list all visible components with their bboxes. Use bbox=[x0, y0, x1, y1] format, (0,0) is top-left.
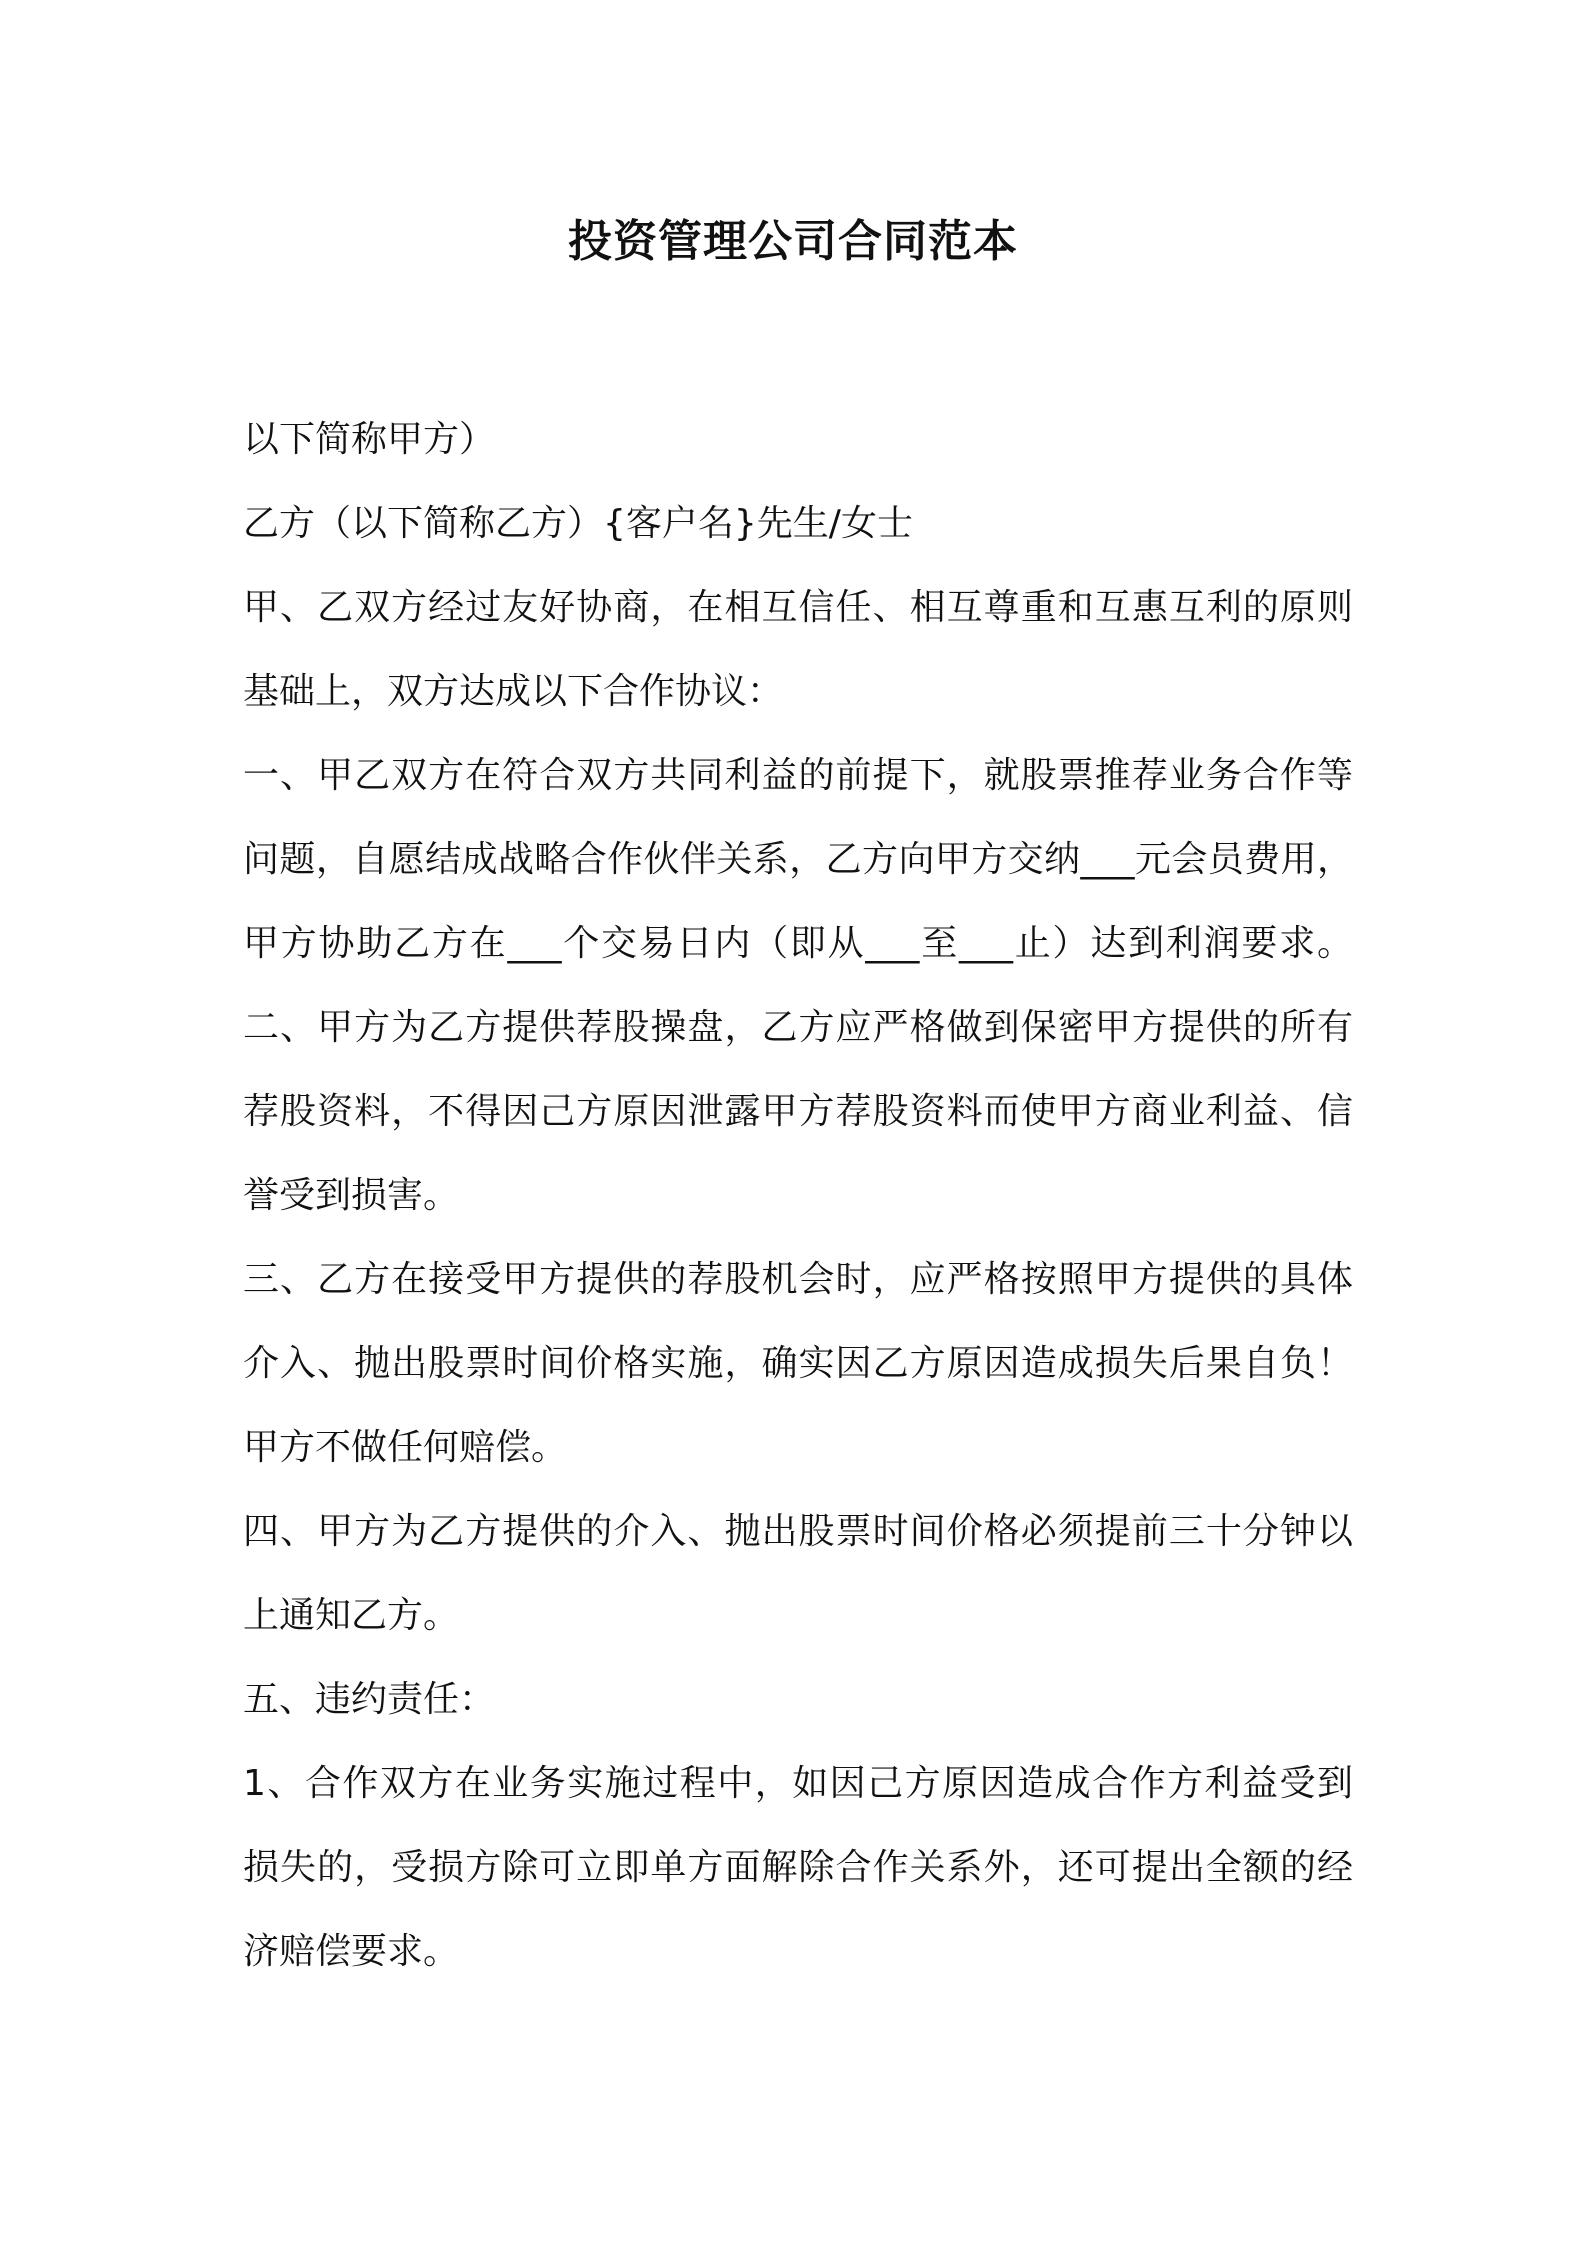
paragraph-line: 誉受到损害。 bbox=[243, 1175, 460, 1216]
paragraph-line: 一、甲乙双方在符合双方共同利益的前提下，就股票推荐业务合作等 bbox=[243, 755, 1353, 796]
paragraph-line: 介入、抛出股票时间价格实施，确实因乙方原因造成损失后果自负！ bbox=[243, 1343, 1353, 1384]
paragraph-line: 乙方（以下简称乙方）{客户名}先生/女士 bbox=[243, 503, 913, 544]
paragraph-line: 济赔偿要求。 bbox=[243, 1931, 460, 1972]
document-body bbox=[243, 398, 1353, 1994]
paragraph-line: 损失的，受损方除可立即单方面解除合作关系外，还可提出全额的经 bbox=[243, 1847, 1353, 1888]
paragraph-line: 三、乙方在接受甲方提供的荐股机会时，应严格按照甲方提供的具体 bbox=[243, 1259, 1353, 1300]
paragraph-line: 1、合作双方在业务实施过程中，如因己方原因造成合作方利益受到 bbox=[243, 1763, 1353, 1804]
paragraph-line: 甲、乙双方经过友好协商，在相互信任、相互尊重和互惠互利的原则 bbox=[243, 587, 1353, 628]
paragraph-line: 基础上，双方达成以下合作协议： bbox=[243, 671, 784, 712]
paragraph-line: 甲方不做任何赔偿。 bbox=[243, 1427, 568, 1468]
paragraph-line: 上通知乙方。 bbox=[243, 1595, 460, 1636]
paragraph-line: 以下简称甲方） bbox=[243, 419, 496, 460]
document-title: 投资管理公司合同范本 bbox=[568, 216, 1018, 267]
paragraph-line: 荐股资料，不得因己方原因泄露甲方荐股资料而使甲方商业利益、信 bbox=[243, 1091, 1353, 1132]
paragraph-line: 甲方协助乙方在___个交易日内（即从___至___止）达到利润要求。 bbox=[243, 923, 1353, 964]
paragraph-line: 四、甲方为乙方提供的介入、抛出股票时间价格必须提前三十分钟以 bbox=[243, 1511, 1353, 1552]
paragraph-line: 五、违约责任： bbox=[243, 1679, 496, 1720]
paragraph-line: 二、甲方为乙方提供荐股操盘，乙方应严格做到保密甲方提供的所有 bbox=[243, 1007, 1353, 1048]
paragraph-line: 问题，自愿结成战略合作伙伴关系，乙方向甲方交纳___元会员费用， bbox=[243, 839, 1353, 880]
